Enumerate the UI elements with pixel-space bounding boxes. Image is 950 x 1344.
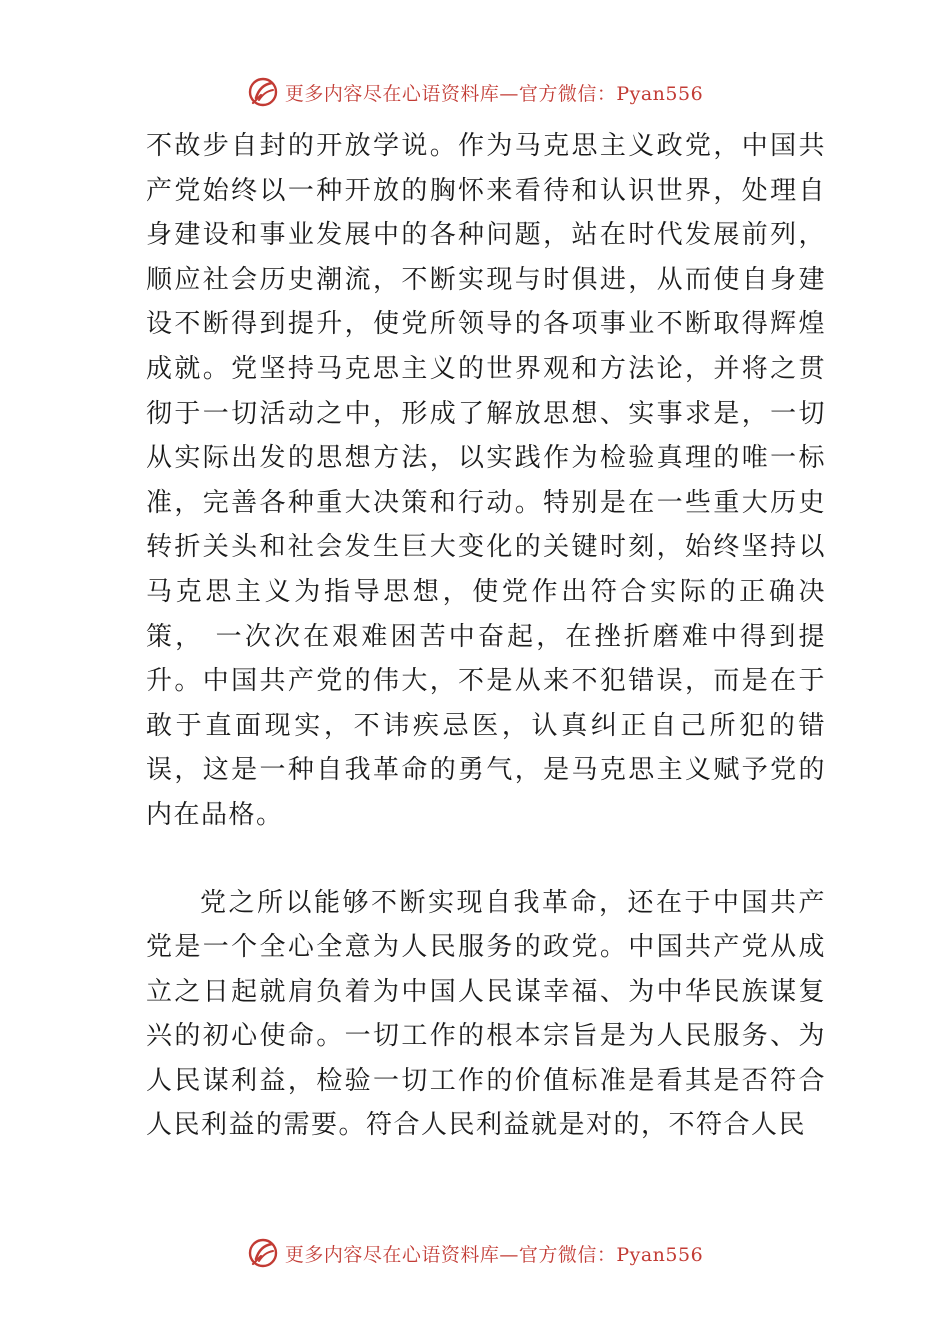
footer-banner-text: 更多内容尽在心语资料库—官方微信：Pyan556 (284, 1243, 704, 1266)
brand-logo-icon (247, 1237, 279, 1269)
body-paragraph-1: 不故步自封的开放学说。作为马克思主义政党，中国共产党始终以一种开放的胸怀来看待和认识世界，处理自身建设和事业发展中的各种问题，站在时代发展前列， 顺应社会历史潮流，不断实现与时俱进，从而使自身建设不断得到提升，使党所领导的各项事业不断取得辉煌成就。党坚持马克思主义的世界观和方法论，并将之贯彻于一切活动之中，形成了解放思想、实事求是，一切从实际出发的思想方法，以实践作为检验真理的唯一标准，完善各种重大决策和行动。特别是在一些重大历史转折关头和社会发生巨大变化的关键时刻，始终坚持以马克思主义为指导思想，使党作出符合实际的正确决策， 一次次在艰难困苦中奋起，在挫折磨难中得到提升。中国共产党的伟大，不是从来不犯错误，而是在于敢于直面现实，不讳疾忌医，认真纠正自己所犯的错误，这是一种自我革命的勇气，是马克思主义赋予党的内在品格。 (146, 131, 826, 830)
document-body (146, 124, 826, 1148)
header-banner (0, 72, 950, 112)
header-banner-text: 更多内容尽在心语资料库—官方微信：Pyan556 (284, 82, 704, 105)
footer-banner (0, 1233, 950, 1273)
body-paragraph-2: 党之所以能够不断实现自我革命，还在于中国共产党是一个全心全意为人民服务的政党。中国共产党从成立之日起就肩负着为中国人民谋幸福、为中华民族谋复兴的初心使命。一切工作的根本宗旨是为人民服务、为人民谋利益，检验一切工作的价值标准是看其是否符合人民利益的需要。符合人民利益就是对的，不符合人民 (146, 887, 826, 1141)
brand-logo-icon (247, 76, 279, 108)
